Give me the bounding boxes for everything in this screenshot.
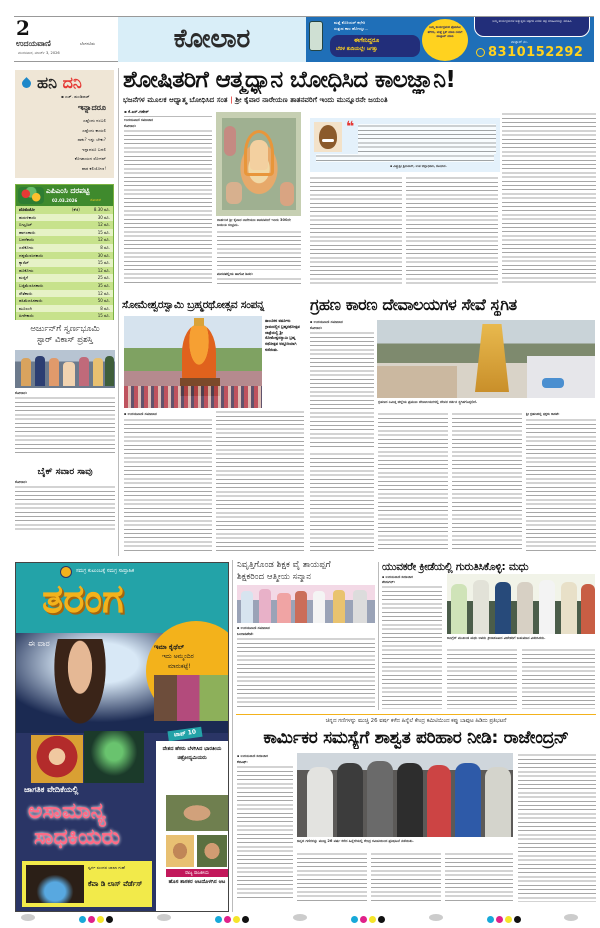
apmc-rate-table [15,184,114,320]
apmc-row [16,221,113,229]
feature4-big: ಕೆವಾ ಡಿ ಲಾಸ್ ವೆರ್ಡೆಸ್ [88,880,143,888]
apmc-item: ಕ್ಯಾರೆಟ್ [19,260,29,266]
lead-headline: ಶೋಷಿತರಿಗೆ ಆತ್ಮಧ್ಯಾನ ಬೋಧಿಸಿದ ಕಾಲಜ್ಞಾನಿ! [123,67,456,93]
eclipse-subhead-para: ಶ್ರೀ ಗ್ರಹಣದಲ್ಲಿ ಭಕ್ತರು ಸಾಸವೆ: [526,412,560,416]
vegetables-icon [18,187,44,204]
whatsapp-label: ವಾಟ್ಸಾಪ್ ನಂ. [511,40,528,44]
achiever-photo-2 [166,835,194,867]
apmc-date: 02.03.2026 [52,198,78,203]
feature3-line2: ಅಸಾಮಾನ್ಯ [28,799,106,824]
ad-box-text: ನಿಮ್ಮ ಕಾರ್ಯಕ್ರಮಗಳ ಅತ್ಯುತ್ತಮ ಚಿತ್ರಗಳ ಎರಡು ಚಿತ್ರ ಮಾಹಿತಿಯನ್ನು ಕಳುಹಿಸಿ [492,19,572,23]
feature5-text: ಹೊಸ ಶಾಸಕರ ಆಟದೊಳಗಿನ ಆಟ [168,879,226,885]
cmyk-marks [486,908,522,927]
apmc-item: ಎಲೆಕೋಸು [19,244,34,250]
water-drop-icon [20,77,33,90]
apmc-row [16,297,113,305]
achiever-photo-1 [166,795,228,831]
apmc-row [16,290,113,298]
apmc-title: ಎಪಿಎಂಸಿ ದರಪಟ್ಟಿ [46,186,90,195]
someshwara-body-col1 [124,418,212,552]
labour-body-col3 [371,852,441,902]
lead-body-col2 [217,230,301,270]
hani-dani-box [15,70,114,178]
taranga-title: ತರಂಗ [42,576,124,622]
someshwara-body-col2 [216,410,304,552]
apmc-item: ಮಜ್ಜಿಗೆ [19,275,29,281]
lead-photo-caption: ದಾರ್ಶನಿಕ ಶ್ರೀ ಕೈವಾರ ನಾರೇಯಣ ತಾತನವರಿಗೆ ಇಂದು 300ನೇ ಜಯಂತಿ ಸಂಭ್ರಮ. [217,218,291,227]
poem-line: ಎಷ್ಟೆಂದು ನಂಬಲಿ [83,118,106,123]
apmc-price: 12 ರೂ. [97,290,110,296]
poem-line: ಎಷ್ಟೆಂದು ಕಾಯಲಿ [82,127,106,133]
youth-headline: ಯುವಕರೇ ಕ್ರೀಡೆಯಲ್ಲಿ ಗುರುತಿಸಿಕೊಳ್ಳಿ: ಮಧು [382,561,529,573]
teacher-body-text [237,637,375,709]
apmc-row [16,236,113,244]
ad-circle-text: ನಿಮ್ಮ ಕಾರ್ಯಕ್ರಮದ ಫೋಟೋ ತೆಗೆದು, ಮತ್ತೆ ಕ್ಲಿಕ್ ಮಾಡಿ ನಮಗೆ ವಾಟ್ಸಾಪ್ ಮಾಡಿ [427,25,463,39]
lead-body-col5 [502,112,596,286]
poem-body [75,116,106,174]
eclipse-headline: ಗ್ರಹಣ ಕಾರಣ ದೇವಾಲಯಗಳ ಸೇವೆ ಸ್ಥಗಿತ [310,295,517,314]
ad-box [474,17,590,37]
apmc-price: 35 ರೂ. [97,282,110,288]
whatsapp-ad[interactable] [306,17,594,62]
arjun-dateline: ಕೋಲಾರ: [15,391,28,395]
apmc-price: 15 ರೂ. [97,229,110,235]
ad-divider [232,560,233,912]
lead-byline: ▪ ಕೆ.ಎಸ್.ಗಣೇಶ್ [124,109,149,114]
achiever-photo-3 [197,835,227,867]
registration-oval [564,914,578,921]
apmc-item: ದಪ್ಪಮೆಣಸಿನಕಾಯಿ [19,252,44,258]
youth-body-col2 [447,648,517,709]
arjun-body-text [15,396,115,454]
page-number: 2 [16,16,30,40]
temple-gopura-photo [377,320,595,398]
apmc-item: ಟೊಮೆಟೋ [19,207,35,212]
apmc-price: 15 ರೂ. [97,260,110,266]
labour-dateline: ಕೆಜಿಎಫ್: [237,760,248,764]
apmc-item: ಬದನೆಕಾಯಿ [19,237,35,243]
bike-headline: ಬೈಕ್ ಸವಾರ ಸಾವು [37,467,93,477]
lead-subhead-left: ಭಜನೆಗಳ ಮೂಲಕ ಆಧ್ಯಾತ್ಮ ಬೋಧಿಸಿದ ಸಂತ [123,95,228,104]
apmc-row [16,305,113,313]
apmc-item: ಮೂಲಂಗಿ [19,305,32,311]
feature1-line3: ಮಾರುಕಟ್ಟೆ! [168,663,191,670]
feature5-badge: ರಾಜ್ಯ ರಾಜಕೀಯ [166,869,228,877]
apmc-row [16,282,113,290]
taranga-magazine-ad[interactable] [15,562,229,912]
poem-title: ಇನ್ನಾದರೂ [77,103,106,112]
section-banner [118,17,306,62]
bike-dateline: ಕೋಲಾರ: [15,480,28,484]
youth-dateline: ವೇಮಗಲ್: [382,580,395,584]
apmc-row [16,229,113,237]
labour-body-col4 [445,852,513,902]
ad-phone-number[interactable]: 8310152292 [488,45,584,60]
apmc-item: ಹಸಿಮೆಣಸಿನಕಾಯಿ [19,298,43,304]
apmc-price: 30 ರೂ. [97,252,110,258]
taranga-this-week: ಈ ವಾರ [28,639,50,648]
apmc-price: 8.30 ರೂ. [93,207,110,212]
eclipse-photo-caption: ಗ್ರಹಣದ ನಿಮಿತ್ತ ಜಿಲ್ಲೆಯ ಪ್ರಮುಖ ದೇವಾಲಯಗಳಲ್ಲಿ ದೇವರ ದರ್ಶನ ಸ್ಥಗಿತಗೊಳ್ಳಲಿದೆ. [378,400,478,404]
apmc-price: 30 ರೂ. [97,214,110,220]
ad-line-1: ಮತ್ತೆ ಕೊರಿಯರ್ ಕಛೇರಿ [334,20,366,25]
poem-line: ಕೋಟಾಯದ ರೋಗವ್ [74,156,106,162]
labour-body-col2 [297,852,367,902]
feature3-line1: ಜಾಗತಿಕ ವೇದಿಕೆಯಲ್ಲಿ [24,785,79,794]
cover-photo-queen [31,735,83,783]
registration-oval [429,914,443,921]
labour-bureau: ▪ ಉದಯವಾಣಿ ಸಮಾಚಾರ [237,754,268,758]
youth-photo-caption: ಕಾಂಗ್ರೆಸ್ ಮುಖಂಡ ಮಧು ಅವರು ಕ್ರೀಡಾಕೂಟದ ವಿಜೇತರಿಗೆ ಬಹುಮಾನ ವಿತರಿಸಿದರು. [447,636,546,640]
hani-word: ಹನಿ [37,73,57,92]
kaivara-tatayya-painting [216,112,301,216]
apmc-item: ಹುರುಳಿಕಾಯಿ [19,214,37,220]
apmc-place: ಕೋಲಾರ [90,198,101,202]
apmc-rows [16,206,113,320]
apmc-price: 12 ರೂ. [97,237,110,243]
market-women-photo [154,675,229,721]
eclipse-body-col1 [310,331,374,449]
chariot-side-caption: ತಾಲೂಕಿನ ವರ್ತೂರು ಗ್ರಾಮದಲ್ಲಿನ ಬ್ರಹ್ಮರಥೋತ್ಸವ ಜಾತ್ರೆಯಲ್ಲಿ ಶ್ರೀ ಸೋಮೇಶ್ವರಸ್ವಾಮಿ ಬ್ರಹ್ಮ ರಥೋತ್ಸವ ಅದ್ದೂರಿಯಾಗಿ ನಡೆಯಿತು. [265,318,300,352]
youth-bureau: ▪ ಉದಯವಾಣಿ ಸಮಾಚಾರ [382,575,413,579]
apmc-header [16,185,113,206]
print-registration-marks [0,910,600,924]
bike-body-text [15,485,115,531]
left-column-divider [118,68,119,556]
arjun-headline-1: ಅರ್ಜುನ್‌ಗೆ ಸ್ವರ್ಣಭೂಮಿ [30,324,100,334]
top10-badge: ಟಾಪ್ 10 [167,727,202,742]
apmc-item: ಹಾಗಲಕಾಯಿ [19,229,36,235]
lead-body-col1 [124,129,212,285]
registration-oval [293,914,307,921]
quote-text [358,124,496,154]
protest-photo-caption: ಚಿನ್ನದ ಗಣಿಗಳನ್ನು ಮುಚ್ಚಿ 26 ವರ್ಷ ಕಳೆದ ಹಿನ್ನೆಲೆಯಲ್ಲಿ ಕೇಂದ್ರ ಕಮಿಟಿಯಿಂದ ಪ್ರತಿಭಟನೆ ನಡೆಯಿತು. [297,839,414,843]
apmc-unit: (ಕೆಜಿ) [72,207,80,212]
apmc-item: ಬಜ್ಜಿಮೆಣಸಿನಕಾಯಿ [19,282,44,288]
cmyk-marks [78,908,114,927]
labour-headline: ಕಾರ್ಮಿಕರ ಸಮಸ್ಯೆಗೆ ಶಾಶ್ವತ ಪರಿಹಾರ ನೀಡಿ: ರಾಜೇಂದ್ರನ್ [263,728,569,748]
quote-box [310,118,500,172]
masthead [14,16,594,62]
apmc-price: 15 ರೂ. [97,313,110,319]
whatsapp-icon [476,48,485,57]
apmc-price: 12 ರೂ. [97,222,110,228]
youth-body-col1 [382,585,442,709]
apmc-row [16,267,113,275]
official-portrait [314,122,342,152]
lead-body-col4 [406,176,498,286]
apmc-price: 50 ರೂ. [97,298,110,304]
poem-line: ಸಾಕು? ಇನ್ನು ಬೇಕು? [77,137,106,143]
section-title: ಕೋಲಾರ [173,24,251,54]
quote-mark-icon: ❝ [346,119,355,135]
apmc-row [16,274,113,282]
lead-bureau: ಉದಯವಾಣಿ ಸಮಾಚಾರ [124,118,154,122]
lead-body-col3 [310,176,402,286]
cover-photo-scientist [84,731,144,783]
eclipse-body-col1b [310,452,374,552]
apmc-price: 12 ರೂ. [97,267,110,273]
eclipse-body-col4 [526,418,596,552]
feature4-small: ಸ್ವರ್ಗ ಸುಂದರ ಬಾಲಾ ಗುಹೆ [88,865,125,870]
taranga-tagline: ಸಮಗ್ರ ಕುಟುಂಬಕ್ಕೆ ಸಮಗ್ರ ಸಾಪ್ತಾಹಿಕ [76,568,135,574]
hani-author: ▪ ಎಚ್. ಡುಂಡಿರಾಜ್ [61,94,90,99]
teacher-felicitation-photo [237,585,375,623]
sports-prize-photo [447,574,595,634]
lead-dateline: ಕೋಲಾರ: [124,124,137,128]
apmc-row [16,259,113,267]
feature1-line2: ಇದು ಅಮ್ಮಂದಿರ [162,653,194,660]
apmc-row [16,214,113,222]
someshwara-headline: ಸೋಮೇಶ್ವರಸ್ವಾಮಿ ಬ್ರಹ್ಮರಥೋತ್ಸವ ಸಂಪನ್ನ [122,299,265,311]
ad-line-3: ಈಗೇನಿದ್ದರೂ [354,37,380,44]
eclipse-dateline: ಕೋಲಾರ: [310,326,323,330]
registration-oval [157,914,171,921]
dani-word: ದನಿ [62,73,82,92]
feature3-line3: ಸಾಧಕಿಯರು [34,825,121,850]
feature1-line1: ಇಮಾ ಕೈಥೆಲ್ [154,643,185,651]
teacher-divider [378,562,379,710]
apmc-item: ಹೂಕೋಸು [19,267,34,273]
cmyk-marks [350,908,386,927]
eclipse-body-col3 [452,412,522,552]
paper-name: ಉದಯವಾಣಿ [16,39,51,48]
lead-subhead-right: ಶ್ರೀ ಕೈವಾರ ನಾರೇಯಣ ತಾತನವರಿಗೆ ಇಂದು ಮುನ್ನೂರನೇ ಜಯಂತಿ [235,95,388,104]
edition-label: ಬೆಂಗಳೂರು [80,41,95,46]
labour-body-col1 [237,765,293,901]
eclipse-body-col2 [378,412,448,552]
apmc-row [16,206,113,214]
apmc-row [16,252,113,260]
chariot-festival-photo [124,316,262,408]
ad-line-4: ಬೆರಳ ತುದಿಯಲ್ಲೇ ಜಗತ್ತು [336,46,378,52]
kicker-rule [236,714,596,715]
lead-subhead-separator: | [230,95,233,104]
feature2-text: ದೇಶದ ಹೆಸರು ಬೆಳಗಿಸಿದ ಭಾರತೀಯ ಚಿತ್ರೋದ್ಯಮಿಯರು [162,746,222,761]
cmyk-marks [214,908,250,927]
eclipse-bureau: ▪ ಉದಯವಾಣಿ ಸಮಾಚಾರ [310,320,343,324]
someshwara-bureau: ▪ ಉದಯವಾಣಿ ಸಮಾಚಾರ [124,412,157,416]
arjun-award-photo [15,350,115,388]
apmc-price: 8 ರೂ. [100,305,110,311]
arjun-headline-2: ಸ್ಟಾರ್ ವಿಕಾಸ್ ಪ್ರಶಸ್ತಿ [36,335,94,345]
ad-circle [422,19,468,61]
arjun-story [15,324,115,464]
apmc-item: ಬೀಟ್ರೂಟ್ [19,222,33,228]
poem-line: ಪಾಠ ಕಲಿಯೋಣ! [81,165,106,171]
apmc-row [16,244,113,252]
labour-kicker: ಚಿನ್ನದ ಗಣಿಗಳನ್ನು ಮುಚ್ಚಿ 26 ವರ್ಷ ಕಳೆದ ಹಿನ್ನೆಲೆ ಕೇಂದ್ರ ಕಮಿಟಿಯಿಂದ ಕಪ್ಪು ಬಾವುಟ ಹಿಡಿದು ಪ್ರತಿಭಟನೆ [325,718,507,724]
lead-subheadline [123,95,597,105]
labour-body-col5 [518,753,596,902]
protest-photo [297,753,513,837]
apmc-price: 25 ರೂ. [97,275,110,281]
apmc-item: ಸೌತೆಕಾಯಿ [19,290,33,296]
teacher-headline-1: ನಿವೃತ್ತಿಗೊಂಡ ಶಿಕ್ಷಕ ವೈ ತಾಯಪ್ಪಗೆ [237,560,331,570]
apmc-price: 8 ರೂ. [100,244,110,250]
phone-hand-icon [309,21,323,51]
teacher-headline-2: ಶಿಕ್ಷಕರಿಂದ ಆತ್ಮೀಯ ಸನ್ಮಾನ [237,572,311,582]
registration-oval [21,914,35,921]
ad-line-2: ಸುತ್ತುವ ಕಾಲ ಹೋಯ್ತು... [334,26,369,31]
cover-model [50,639,110,733]
bike-story [15,466,115,552]
quote-byline: ▪ ವಿಷ್ಣುಶ್ರೀ ಶ್ರೀನಿವಾಸ್, ಉಪ ಜಿಲ್ಲಾಧಿಕಾರಿ, ಕೋಲಾರ. [390,164,447,168]
issue-date: ಮಂಗಳವಾರ, ಮಾರ್ಚ್ 3, 2026 [18,51,60,55]
quote-text-2 [316,154,494,162]
poem-line: ಇನ್ನಾದರೂ ಬದಲಿ [81,146,106,152]
cave-photo [26,865,84,903]
apmc-item: ಹೀರೇಕಾಯಿ [19,313,34,319]
lead-body-col2b [217,277,301,287]
apmc-row [16,312,113,320]
teacher-dateline: ಬಂಗಾರಪೇಟೆ: [237,632,254,636]
youth-body-col3 [522,648,595,709]
byline-rule [124,116,212,117]
lead-subhead-para: ಮದನಪಲ್ಲಿಯ ಹಾಗೋ ಶಿವರ: [217,272,253,276]
hani-dani-title [37,73,82,93]
teacher-bureau: ▪ ಉದಯವಾಣಿ ಸಮಾಚಾರ [237,626,270,630]
